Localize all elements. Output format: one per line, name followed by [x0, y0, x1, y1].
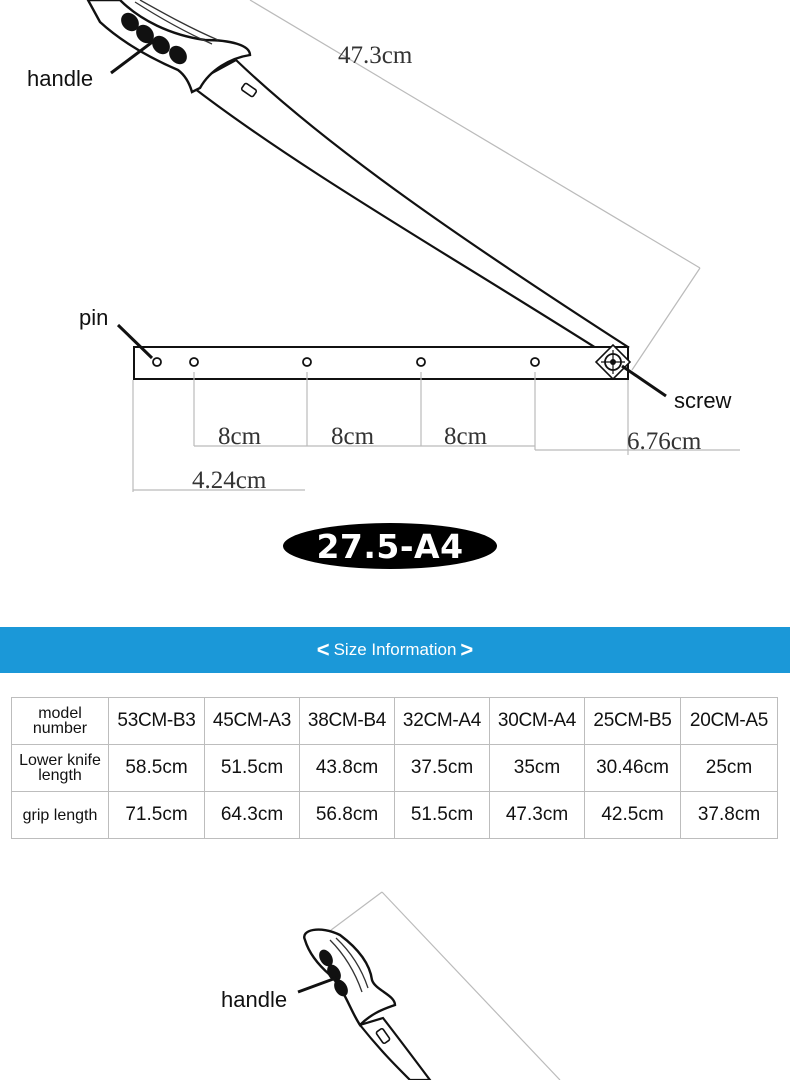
bottom-blade [360, 1018, 430, 1080]
row-header-grip-length: grip length [12, 792, 109, 839]
base-bar [134, 347, 628, 379]
knife-diagram-bottom [0, 880, 800, 1080]
table-cell: 43.8cm [300, 745, 395, 792]
table-row [12, 792, 778, 839]
blade-length-dimension-line-end [632, 268, 700, 370]
bottom-handle-graphic [304, 930, 395, 1025]
table-cell: 51.5cm [205, 745, 300, 792]
model-badge: 27.5-A4 [283, 523, 497, 569]
table-cell: 25cm [681, 745, 778, 792]
size-information-banner [0, 627, 790, 673]
table-cell: 64.3cm [205, 792, 300, 839]
table-cell: 37.8cm [681, 792, 778, 839]
table-cell: 37.5cm [395, 745, 490, 792]
chevron-right-icon: > [460, 637, 474, 662]
banner-title: Size Information [333, 640, 457, 659]
table-cell: 30.46cm [585, 745, 681, 792]
pin-label: pin [79, 305, 109, 330]
table-row [12, 745, 778, 792]
table-cell: 30CM-A4 [490, 698, 585, 745]
table-cell: 32CM-A4 [395, 698, 490, 745]
table-cell: 20CM-A5 [681, 698, 778, 745]
table-cell: 71.5cm [109, 792, 205, 839]
table-cell: 47.3cm [490, 792, 585, 839]
spacing-label-2: 8cm [331, 423, 375, 450]
spacing-label-1: 8cm [218, 423, 262, 450]
table-cell: 35cm [490, 745, 585, 792]
spacing-label-3: 8cm [444, 423, 488, 450]
blade-length-label: 47.3cm [338, 42, 413, 69]
blade [190, 60, 628, 360]
size-table [11, 697, 778, 839]
table-cell: 38CM-B4 [300, 698, 395, 745]
table-cell: 42.5cm [585, 792, 681, 839]
table-cell: 25CM-B5 [585, 698, 681, 745]
table-row [12, 698, 778, 745]
chevron-left-icon: < [316, 637, 330, 662]
table-cell: 56.8cm [300, 792, 395, 839]
table-cell: 58.5cm [109, 745, 205, 792]
handle-label: handle [27, 66, 94, 91]
table-cell: 53CM-B3 [109, 698, 205, 745]
row-header-model-number: model number [12, 698, 109, 745]
row-header-lower-knife-length: Lower knife length [12, 745, 109, 792]
screw-label: screw [674, 388, 732, 413]
table-cell: 45CM-A3 [205, 698, 300, 745]
end-offset-label: 6.76cm [627, 428, 702, 455]
table-cell: 51.5cm [395, 792, 490, 839]
start-offset-label: 4.24cm [192, 467, 267, 494]
bottom-handle-pointer [298, 978, 336, 992]
bottom-handle-label: handle [221, 987, 288, 1012]
